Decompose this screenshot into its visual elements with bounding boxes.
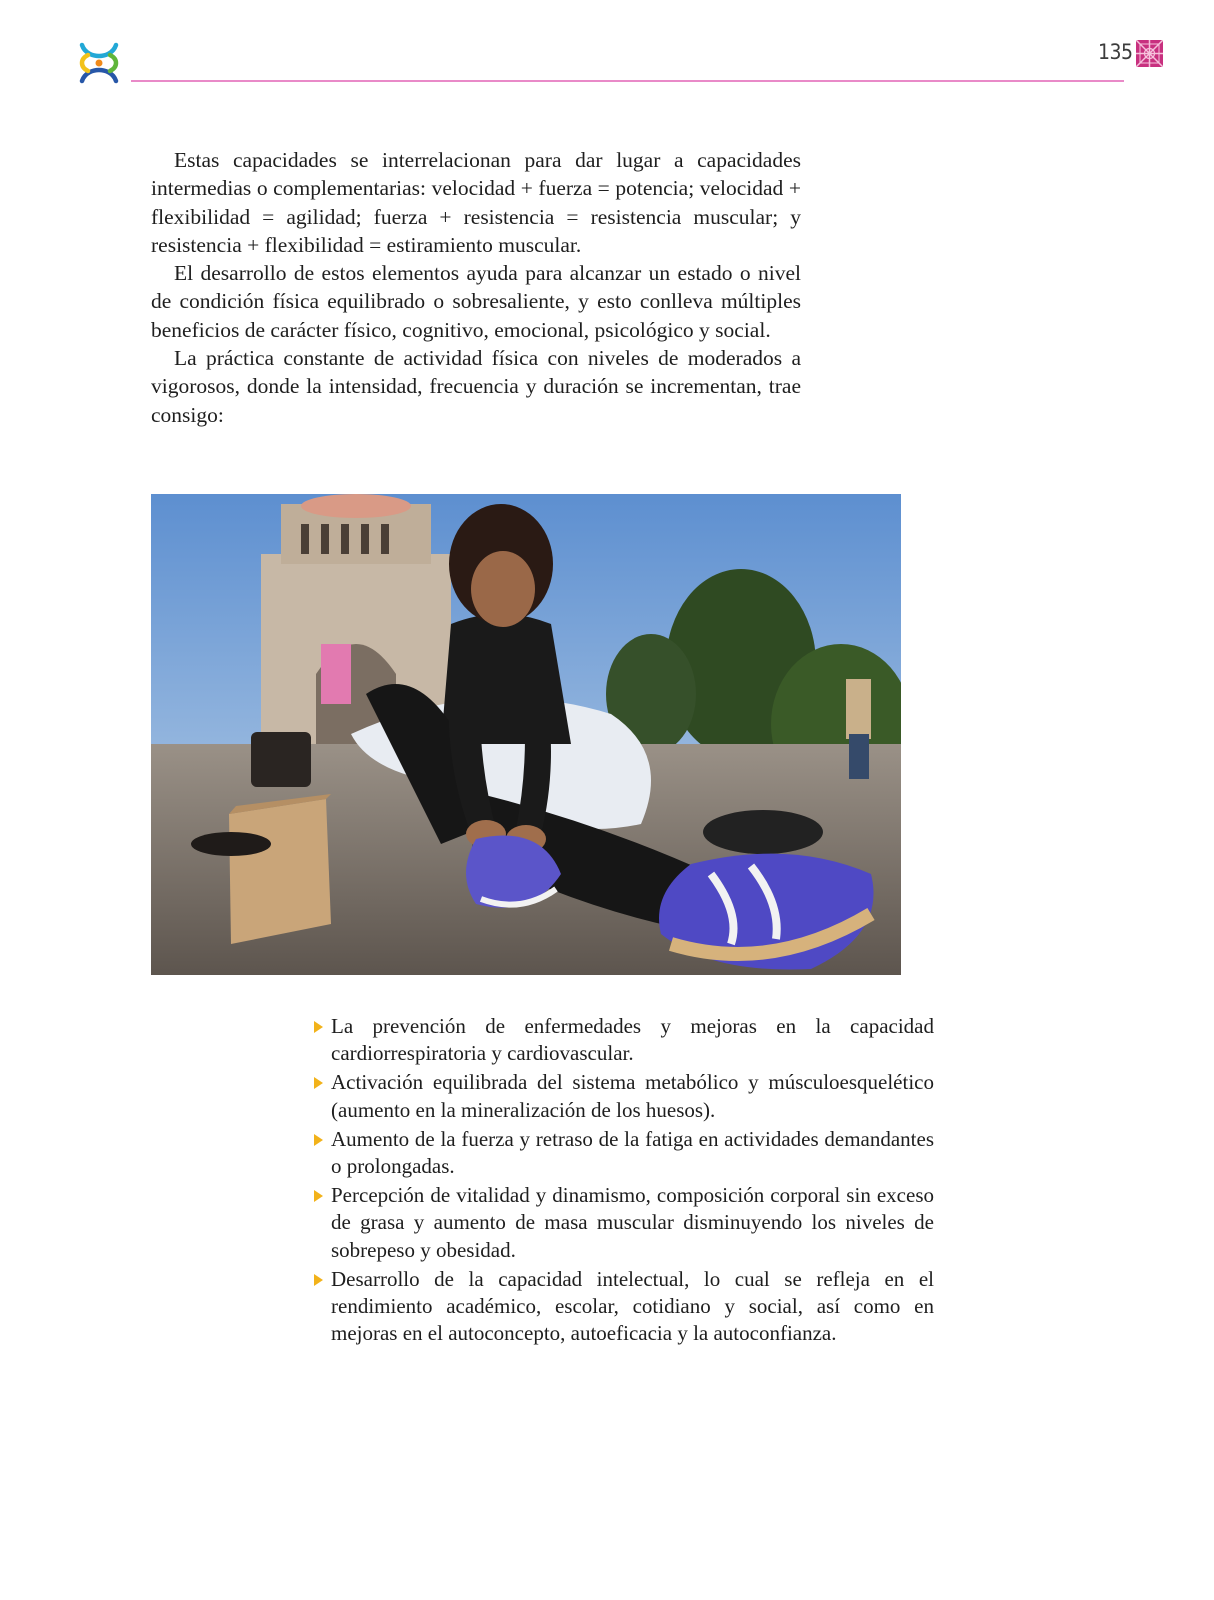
triangle-bullet-icon	[314, 1190, 323, 1202]
list-item-text: Activación equilibrada del sistema metabólico y músculoesquelético (aumento en la mineralización de los huesos).	[331, 1070, 934, 1122]
photo-girl-tying-shoes	[151, 494, 901, 975]
triangle-bullet-icon	[314, 1274, 323, 1286]
paragraph: La práctica constante de actividad física con niveles de moderados a vigorosos, donde la intensidad, frecuencia y duración se incrementan, trae consigo:	[151, 346, 801, 427]
list-item	[314, 1069, 934, 1123]
textbook-logo-icon	[76, 40, 122, 86]
pink-ornament-icon	[1136, 40, 1163, 67]
list-item-text: Percepción de vitalidad y dinamismo, composición corporal sin exceso de grasa y aumento de masa muscular disminuyendo los niveles de sobrepeso y obesidad.	[331, 1183, 934, 1262]
body-text	[151, 146, 801, 429]
list-item	[314, 1013, 934, 1067]
triangle-bullet-icon	[314, 1077, 323, 1089]
paragraph: El desarrollo de estos elementos ayuda para alcanzar un estado o nivel de condición física equilibrado o sobresaliente, y esto conlleva múltiples beneficios de carácter físico, cognitivo, emocional, psicológico y social.	[151, 261, 801, 342]
header-rule	[131, 80, 1124, 82]
page-number: 135	[1098, 40, 1133, 64]
list-item-text: Aumento de la fuerza y retraso de la fatiga en actividades demandantes o prolongadas.	[331, 1126, 934, 1179]
benefits-list	[314, 1013, 934, 1349]
triangle-bullet-icon	[314, 1021, 323, 1033]
triangle-bullet-icon	[314, 1134, 323, 1146]
list-item	[314, 1182, 934, 1264]
paragraph: Estas capacidades se interrelacionan para dar lugar a capacidades intermedias o complementarias: velocidad + fuerza = potencia; velocidad + flexibilidad = agilidad; fuerza + resistencia = resistencia muscular; y resistencia + flexibilidad = estiramiento muscular.	[151, 148, 801, 257]
list-item	[314, 1126, 934, 1180]
list-item	[314, 1266, 934, 1348]
list-item-text: La prevención de enfermedades y mejoras en la capacidad cardiorrespiratoria y cardiovascular.	[331, 1014, 934, 1066]
list-item-text: Desarrollo de la capacidad intelectual, lo cual se refleja en el rendimiento académico, escolar, cotidiano y social, así como en mejoras en el autoconcepto, autoeficacia y la autoconfianza.	[331, 1266, 934, 1346]
